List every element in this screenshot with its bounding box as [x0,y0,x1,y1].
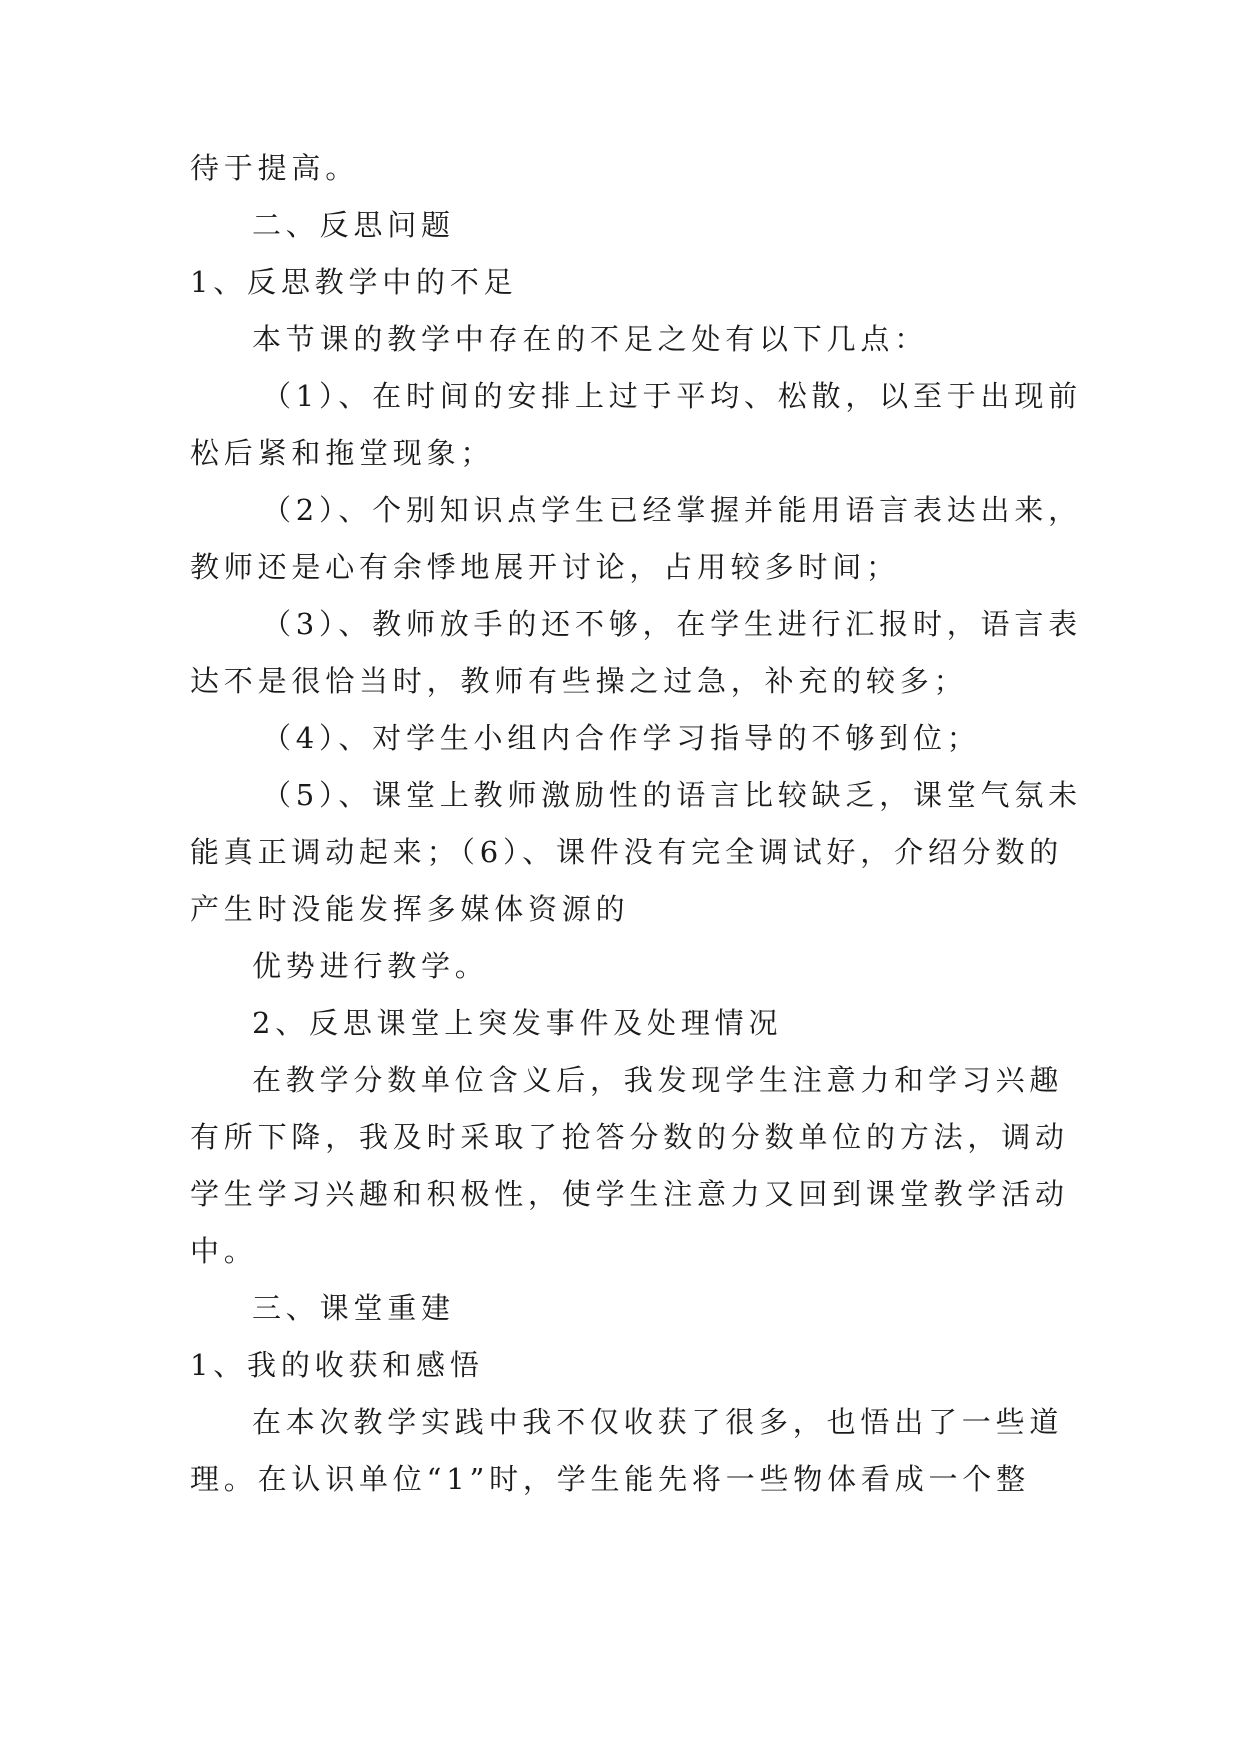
list-item-2-line-1: （2）、个别知识点学生已经掌握并能用语言表达出来， [262,493,1082,527]
section-heading-reflection: 二、反思问题 [252,208,455,242]
list-item-3-line-1: （3）、教师放手的还不够，在学生进行汇报时，语言表 [262,607,1082,641]
subheading-gains: 1、我的收获和感悟 [190,1348,484,1382]
list-item-4: （4）、对学生小组内合作学习指导的不够到位； [262,721,981,755]
list-item-6-line-3: 优势进行教学。 [252,949,489,983]
list-item-3-line-2: 达不是很恰当时，教师有些操之过急，补充的较多； [190,664,968,698]
paragraph-incidents-line-1: 在教学分数单位含义后，我发现学生注意力和学习兴趣 [252,1063,1064,1097]
list-item-5-line-2: 能真正调动起来；（6）、课件没有完全调试好，介绍分数的 [190,835,1064,869]
paragraph-incidents-line-2: 有所下降，我及时采取了抢答分数的分数单位的方法，调动 [190,1120,1069,1154]
paragraph-incidents-line-3: 学生学习兴趣和积极性，使学生注意力又回到课堂教学活动 [190,1177,1069,1211]
paragraph-incidents-line-4: 中。 [190,1234,258,1268]
list-item-1-line-2: 松后紧和拖堂现象； [190,436,495,470]
subheading-shortcomings: 1、反思教学中的不足 [190,265,518,299]
list-item-1-line-1: （1）、在时间的安排上过于平均、松散，以至于出现前 [262,379,1082,413]
list-item-5-line-1: （5）、课堂上教师激励性的语言比较缺乏，课堂气氛未 [262,778,1082,812]
subheading-incidents: 2、反思课堂上突发事件及处理情况 [252,1006,783,1040]
paragraph-gains-line-1: 在本次教学实践中我不仅收获了很多，也悟出了一些道 [252,1405,1064,1439]
section-heading-rebuild: 三、课堂重建 [252,1291,455,1325]
list-item-6-line-2: 产生时没能发挥多媒体资源的 [190,892,630,926]
text-line-continuation: 待于提高。 [190,151,360,185]
paragraph-gains-line-2: 理。在认识单位“1”时，学生能先将一些物体看成一个整 [190,1462,1030,1496]
paragraph-intro: 本节课的教学中存在的不足之处有以下几点： [252,322,929,356]
list-item-2-line-2: 教师还是心有余悸地展开讨论，占用较多时间； [190,550,900,584]
